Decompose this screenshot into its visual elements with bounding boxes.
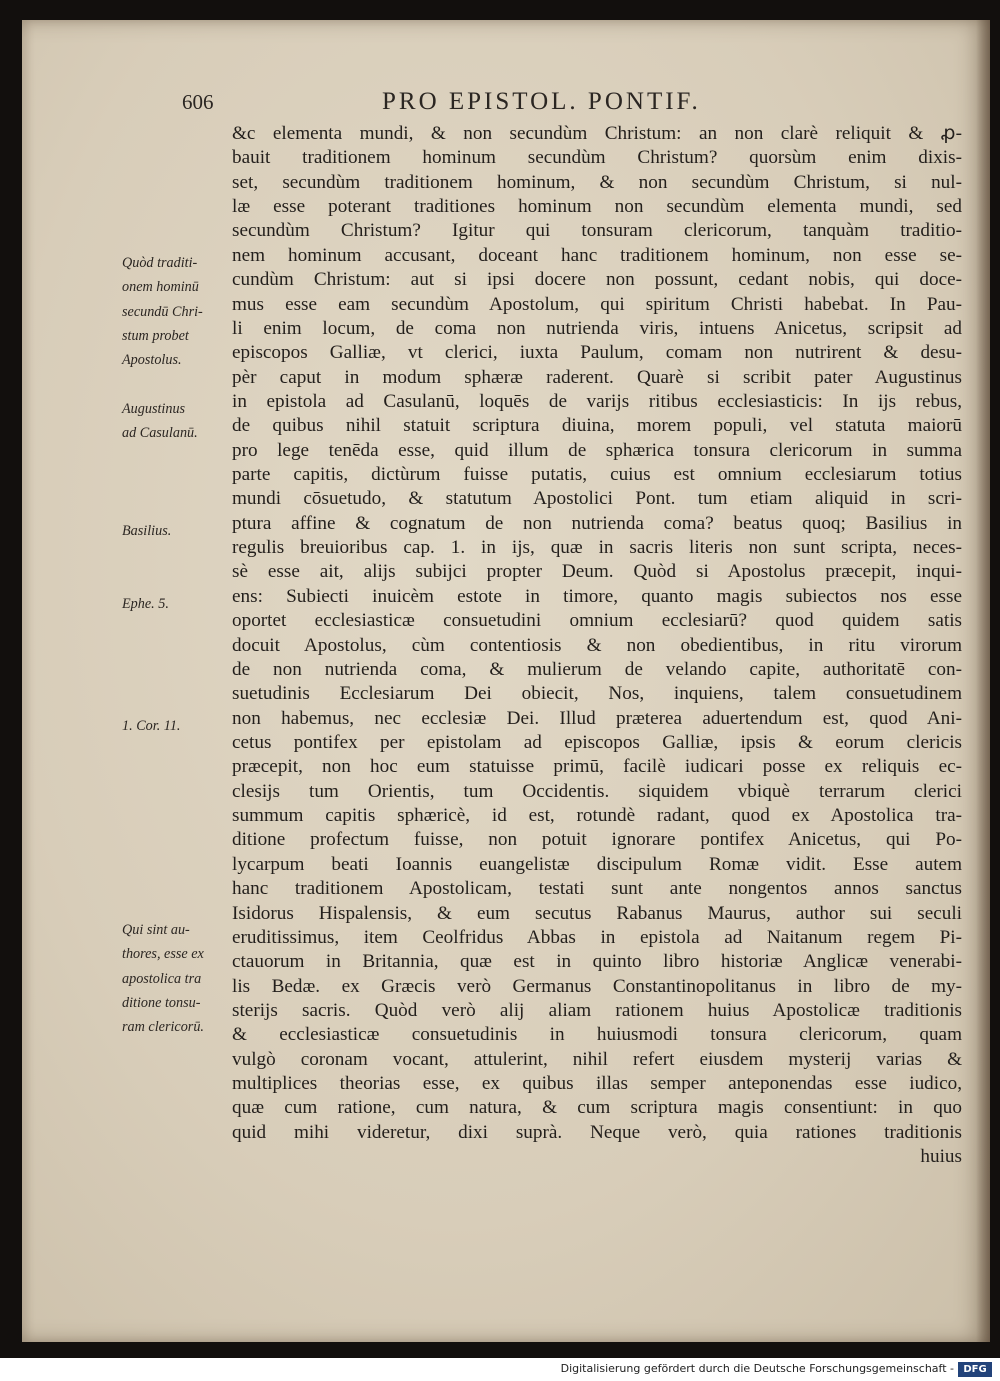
margin-note-line: Augustinus — [122, 401, 186, 417]
text-line: hanc traditionem Apostolicam, testati sunt ante nongentos annos sanctus — [232, 878, 962, 900]
margin-note-basilius — [122, 519, 234, 543]
text-line: vulgò coronam vocant, attulerint, nihil refert eiusdem mysterij varias & — [232, 1048, 962, 1070]
book-page — [22, 20, 990, 1342]
page-header — [22, 88, 990, 122]
text-line: mus esse eam secundùm Apostolum, qui spiritum Christi habebat. In Pau- — [232, 293, 962, 315]
text-line: & ecclesiasticæ consuetudinis in huiusmodi tonsura clericorum, quam — [232, 1024, 962, 1046]
digitization-footer — [0, 1358, 1000, 1381]
margin-note-tradition — [122, 251, 234, 373]
margin-note-line: Quòd traditi- — [122, 255, 198, 271]
text-line: ptura affine & cognatum de non nutrienda coma? beatus quoq; Basilius in — [232, 512, 962, 534]
text-line: cetus pontifex per epistolam ad episcopos Galliæ, ipsis & eorum clericis — [232, 731, 962, 753]
text-line: lis Bedæ. ex Græcis verò Germanus Constantinopolitanus in libro de my- — [232, 975, 962, 997]
margin-note-line: secundū Chri- — [122, 303, 203, 320]
text-line: summum capitis sphæricè, id est, rotundè radant, quod ex Apostolica tra- — [232, 805, 962, 827]
text-line: Isidorus Hispalensis, & eum secutus Rabanus Maurus, author sui seculi — [232, 902, 962, 924]
text-line: parte capitis, dictùrum fuisse putatis, cuius est omnium ecclesiarum totius — [232, 464, 962, 486]
page-binding-shadow — [976, 20, 990, 1342]
margin-note-line: Basilius. — [122, 523, 172, 539]
text-line: mundi cōsuetudo, & statutum Apostolici Pont. tum etiam aliquid in scri- — [232, 488, 962, 510]
text-line: præcepit, non hoc eum statuisse primū, facilè iudicari posse ex reliquis ec- — [232, 756, 962, 778]
text-line: pèr caput in modum sphæræ raderent. Quarè si scribit pater Augustinus — [232, 366, 962, 388]
text-line: sterijs sacris. Quòd verò alij aliam rationem huius Apostolicæ traditionis — [232, 999, 962, 1021]
text-line: de quibus nihil statuit scriptura diuina, morem populi, vel statuta maiorū — [232, 415, 962, 437]
text-line: episcopos Galliæ, vt clerici, iuxta Paulum, comam non nutrirent & desu- — [232, 342, 962, 364]
text-line: læ esse poterant traditiones hominum non secundùm elementa mundi, sed — [232, 196, 962, 218]
text-line: quæ cum ratione, cum natura, & cum scriptura magis consentiunt: in quo — [232, 1097, 962, 1119]
text-line: pro lege tenēda esse, quid illum de sphærica tonsura clericorum in summa — [232, 439, 962, 461]
margin-note-authors — [122, 918, 234, 1040]
text-line: regulis breuioribus cap. 1. in ijs, quæ in sacris literis non sunt scripta, neces- — [232, 537, 962, 559]
text-line: in epistola ad Casulanū, loquēs de varijs ritibus ecclesiasticis: In ijs rebus, — [232, 390, 962, 412]
text-line: nem hominum accusant, doceant hanc traditionem hominum, non esse se- — [232, 244, 962, 266]
text-line: set, secundùm traditionem hominum, & non secundùm Christum, si nul- — [232, 171, 962, 193]
margin-note-line: 1. Cor. 11. — [122, 718, 181, 734]
margin-note-line: Apostolus. — [122, 352, 182, 369]
margin-note-line: Ephe. 5. — [122, 596, 169, 612]
text-line: eruditissimus, item Ceolfridus Abbas in epistola ad Naitanum regem Pi- — [232, 926, 962, 948]
text-line: ens: Subiecti inuicèm estote in timore, quanto magis subiectos nos esse — [232, 585, 962, 607]
margin-note-line: apostolica tra — [122, 970, 202, 987]
text-line: de non nutrienda coma, & mulierum de velando capite, authoritatē con- — [232, 658, 962, 680]
text-line: suetudinis Ecclesiarum Dei obiecit, Nos, inquiens, talem consuetudinem — [232, 683, 962, 705]
margin-note-line: thores, esse ex — [122, 946, 204, 963]
margin-note-line: stum probet — [122, 328, 189, 345]
text-line: bauit traditionem hominum secundùm Christum? quorsùm enim dixis- — [232, 147, 962, 169]
text-line: multiplices theorias esse, ex quibus illas semper anteponendas esse iudico, — [232, 1073, 962, 1095]
margin-note-augustinus — [122, 397, 234, 446]
text-line: sè esse ait, alijs subijci propter Deum. Quòd si Apostolus præcepit, inqui- — [232, 561, 962, 583]
text-line: cundùm Christum: aut si ipsi docere non possunt, cedant nobis, qui doce- — [232, 269, 962, 291]
margin-note-line: ad Casulanū. — [122, 425, 198, 442]
margin-note-line: ram clericorū. — [122, 1019, 204, 1036]
text-line: oportet ecclesiasticæ consuetudini omnium ecclesiarū? quod quidem satis — [232, 610, 962, 632]
text-line: clesijs tum Orientis, tum Occidentis. siquidem vbiquè terrarum clerici — [232, 780, 962, 802]
margin-note-line: ditione tonsu- — [122, 995, 201, 1012]
page-number: 606 — [182, 90, 214, 114]
running-title: PRO EPISTOL. PONTIF. — [382, 88, 701, 115]
footer-credit: Digitalisierung gefördert durch die Deutsche Forschungsgemeinschaft - — [560, 1362, 954, 1375]
catchword: huius — [920, 1146, 962, 1168]
body-text — [232, 122, 962, 1169]
text-line: quid mihi videretur, dixi suprà. Neque verò, quia rationes traditionis — [232, 1121, 962, 1143]
text-line: non habemus, nec ecclesiæ Dei. Illud præterea aduertendum est, quod Ani- — [232, 707, 962, 729]
text-line: lycarpum beati Ioannis euangelistæ discipulum Romæ vidit. Esse autem — [232, 853, 962, 875]
margin-note-line: onem hominū — [122, 279, 199, 296]
margin-note-ephesians — [122, 592, 234, 616]
margin-note-line: Qui sint au- — [122, 922, 190, 938]
dfg-logo: DFG — [958, 1362, 992, 1377]
text-line: ditione profectum fuisse, non potuit ignorare pontifex Anicetus, qui Po- — [232, 829, 962, 851]
text-line: docuit Apostolus, cùm contentiosis & non obedientibus, in ritu virorum — [232, 634, 962, 656]
text-line: &c elementa mundi, & non secundùm Christum: an non clarè reliquit & ꝓ- — [232, 123, 962, 144]
text-line: li enim locum, de coma non nutrienda viris, intuens Anicetus, scripsit ad — [232, 317, 962, 339]
text-line: secundùm Christum? Igitur qui tonsuram clericorum, tanquàm traditio- — [232, 220, 962, 242]
text-line: ctauorum in Britannia, quæ est in quinto libro historiæ Anglicæ venerabi- — [232, 951, 962, 973]
margin-note-corinthians — [122, 714, 234, 738]
